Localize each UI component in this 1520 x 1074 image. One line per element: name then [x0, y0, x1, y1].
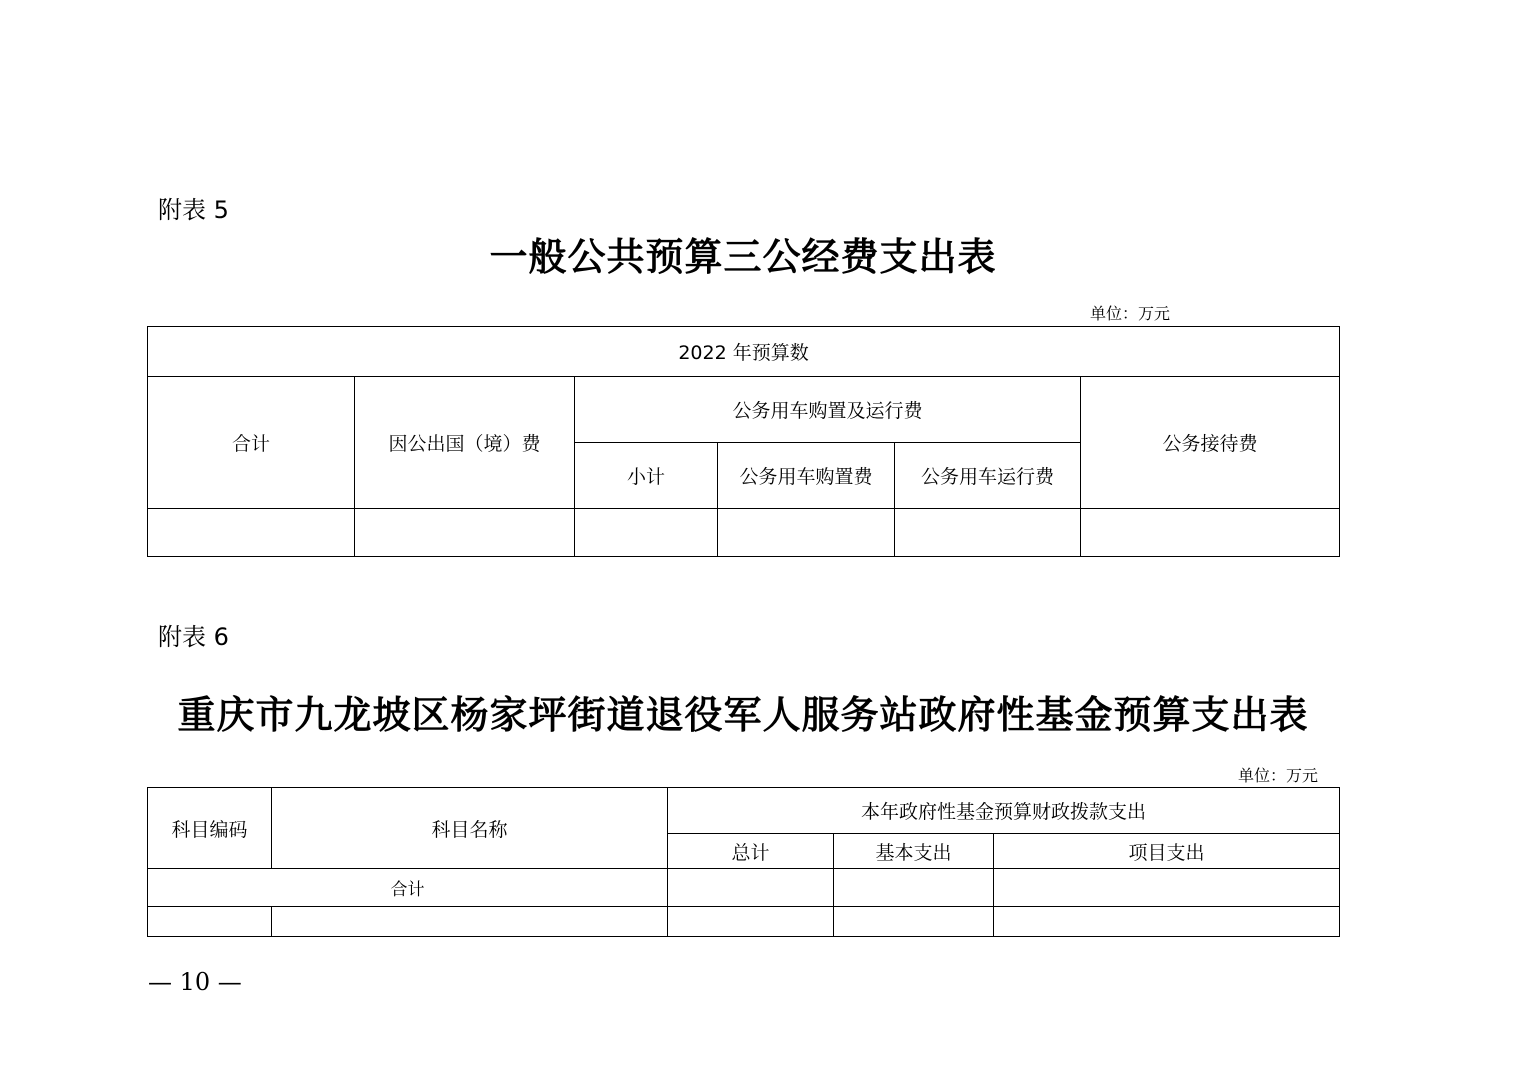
annex6-label: 附表 6	[158, 623, 229, 651]
page-number: — 10 —	[148, 968, 242, 996]
grand-total-header: 总计	[668, 834, 834, 869]
table-row	[148, 509, 1340, 557]
table-cell	[994, 907, 1340, 937]
subject-code-header: 科目编码	[148, 788, 272, 869]
table-cell	[834, 907, 994, 937]
subtotal-header: 小计	[575, 443, 718, 509]
annex6-title: 重庆市九龙坡区杨家坪街道退役军人服务站政府性基金预算支出表	[177, 692, 1309, 737]
vehicle-group-header: 公务用车购置及运行费	[575, 377, 1081, 443]
three-public-expenses-table	[147, 326, 1340, 557]
table-cell	[1081, 509, 1340, 557]
vehicle-purchase-header: 公务用车购置费	[718, 443, 895, 509]
table-cell	[148, 907, 272, 937]
table-cell	[148, 509, 355, 557]
sum-row	[148, 869, 1340, 907]
table-cell	[668, 907, 834, 937]
project-expenditure-header: 项目支出	[994, 834, 1340, 869]
table-cell	[834, 869, 994, 907]
table-cell	[575, 509, 718, 557]
table-cell	[272, 907, 668, 937]
fund-expenditure-group-header: 本年政府性基金预算财政拨款支出	[668, 788, 1340, 834]
reception-header: 公务接待费	[1081, 377, 1340, 509]
table-cell	[668, 869, 834, 907]
basic-expenditure-header: 基本支出	[834, 834, 994, 869]
overseas-travel-header: 因公出国（境）费	[355, 377, 575, 509]
table-row	[148, 907, 1340, 937]
annex5-unit: 单位：万元	[1090, 304, 1171, 323]
table-cell	[718, 509, 895, 557]
subject-name-header: 科目名称	[272, 788, 668, 869]
annex5-title: 一般公共预算三公经费支出表	[489, 234, 997, 279]
annex5-label: 附表 5	[158, 196, 229, 224]
year-budget-header: 2022 年预算数	[148, 327, 1340, 377]
table-cell	[994, 869, 1340, 907]
sum-row-label: 合计	[148, 869, 668, 907]
total-header: 合计	[148, 377, 355, 509]
annex6-unit: 单位：万元	[1238, 766, 1319, 785]
government-fund-budget-table	[147, 787, 1340, 937]
table-cell	[895, 509, 1081, 557]
vehicle-operation-header: 公务用车运行费	[895, 443, 1081, 509]
table-cell	[355, 509, 575, 557]
